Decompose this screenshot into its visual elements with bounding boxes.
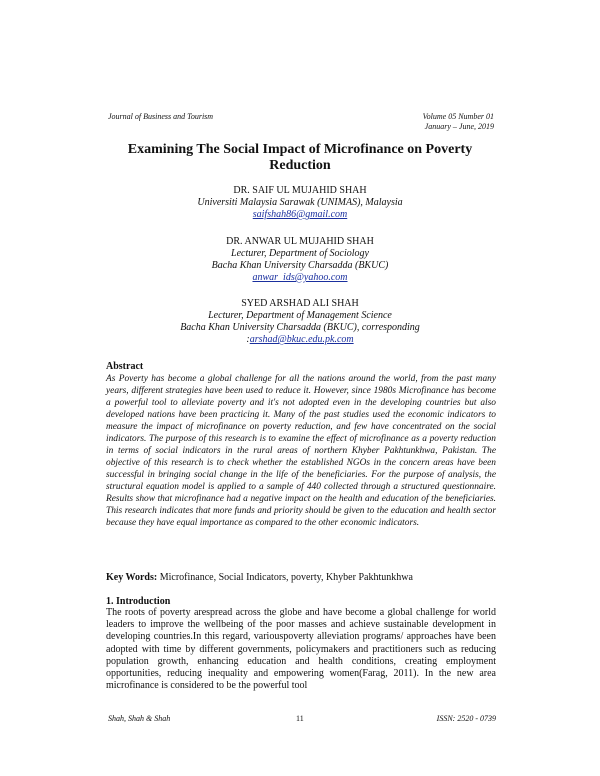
author-name: DR. ANWAR UL MUJAHID SHAH	[226, 236, 374, 247]
author-email-link[interactable]: saifshah86@gmail.com	[252, 209, 348, 220]
abstract-heading: Abstract	[106, 361, 144, 372]
volume-number: Volume 05 Number 01	[422, 112, 494, 121]
issue-info	[423, 112, 494, 132]
author-name: SYED ARSHAD ALI SHAH	[241, 298, 359, 309]
title-line-1: Examining The Social Impact of Microfinance on Poverty	[127, 142, 473, 157]
page-number: 11	[296, 714, 304, 723]
keywords-line	[106, 572, 413, 583]
journal-name: Journal of Business and Tourism	[108, 112, 214, 121]
author-block-2	[100, 236, 500, 284]
email-prefix: :	[246, 334, 250, 345]
author-affiliation: Bacha Khan University Charsadda (BKUC)	[211, 260, 389, 271]
author-affiliation: Bacha Khan University Charsadda (BKUC), corresponding	[180, 322, 420, 333]
introduction-text: The roots of poverty arespread across the globe and have become a global challenge for world leaders to improve the wellbeing of the poor masses and achieve sustainable development in developing countries.In this regard, variouspoverty alleviation programs/ approaches have been adopted with time by different governments, policymakers and practitioners such as reducing population growth, enhancing education and health conditions, creating employment opportunities, reducing inequality and empowering women(Farag, 2011). In the new area microfinance is considered to be the powerful tool	[106, 607, 496, 692]
author-email-link[interactable]: anwar_ids@yahoo.com	[252, 272, 348, 283]
author-affiliation: Lecturer, Department of Management Science	[208, 310, 392, 321]
keywords-label: Key Words:	[106, 572, 158, 583]
footer-authors: Shah, Shah & Shah	[108, 714, 171, 723]
footer-issn: ISSN: 2520 - 0739	[436, 714, 496, 723]
author-block-3	[100, 298, 500, 346]
title-line-2: Reduction	[269, 158, 331, 173]
paper-title	[100, 142, 500, 174]
author-block-1	[100, 185, 500, 221]
author-name: DR. SAIF UL MUJAHID SHAH	[233, 185, 367, 196]
author-email-link[interactable]: arshad@bkuc.edu.pk.com	[249, 334, 354, 345]
author-affiliation: Lecturer, Department of Sociology	[231, 248, 369, 259]
author-email-line	[100, 334, 500, 346]
abstract-text: As Poverty has become a global challenge for all the nations around the world, from the past many years, different strategies have been used to reduce it. However, since 1980s Microfinance has become a powerful tool to alleviate poverty and it's not adopted even in the developing countries but also developed nations have been practicing it. Many of the past studies used the economic indicators to measure the impact of microfinance on poverty reduction, and few have concentrated on the social indicators. The purpose of this research is to examine the effect of microfinance as a poverty reduction in terms of social indicators in the rural areas of northern Khyber Pakhtunkhwa, Pakistan. The objective of this research is to check whether the established NGOs in the concern areas have been successful in bringing social change in the life of the beneficiaries. For the purpose of analysis, the structural equation model is applied to a sample of 440 collected through a structured questionnaire. Results show that microfinance had a negative impact on the health and education of the beneficiaries. This research indicates that more funds and priority should be given to the education and health sector because they have equal importance as compared to the other economic indicators.	[106, 374, 496, 528]
author-affiliation: Universiti Malaysia Sarawak (UNIMAS), Malaysia	[197, 197, 403, 208]
section-heading-introduction: 1. Introduction	[106, 596, 171, 607]
issue-date: January – June, 2019	[424, 122, 494, 131]
keywords-text: Microfinance, Social Indicators, poverty, Khyber Pakhtunkhwa	[157, 572, 413, 583]
